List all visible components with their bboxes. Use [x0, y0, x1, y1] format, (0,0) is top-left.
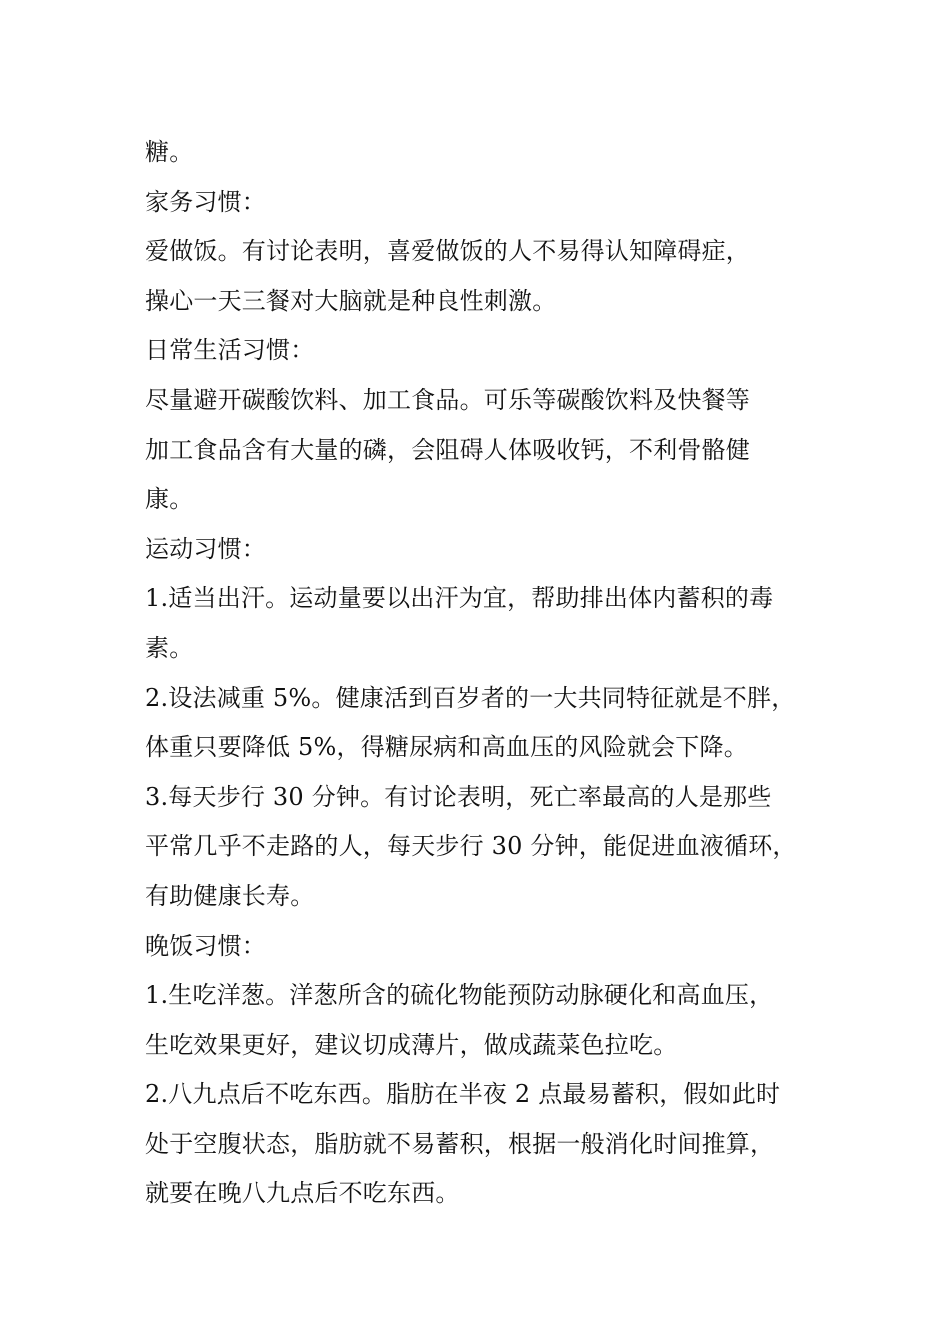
list-item-line: 2.八九点后不吃东西。脂肪在半夜 2 点最易蓄积，假如此时 — [145, 1080, 781, 1109]
text-line: 爱做饭。有讨论表明，喜爱做饭的人不易得认知障碍症， — [145, 237, 750, 266]
list-item-line: 1.适当出汗。运动量要以出汗为宜，帮助排出体内蓄积的毒 — [145, 584, 774, 613]
document-page — [145, 128, 825, 1219]
text-line: 有助健康长寿。 — [145, 881, 315, 910]
text-line: 生吃效果更好，建议切成薄片，做成蔬菜色拉吃。 — [145, 1030, 678, 1059]
list-item-line: 2.设法减重 5%。健康活到百岁者的一大共同特征就是不胖， — [145, 683, 796, 712]
section-heading-exercise: 运动习惯： — [145, 534, 266, 563]
text-line: 加工食品含有大量的磷，会阻碍人体吸收钙，不利骨骼健 — [145, 435, 750, 464]
text-line: 平常几乎不走路的人，每天步行 30 分钟，能促进血液循环， — [145, 832, 797, 861]
section-heading-dinner: 晚饭习惯： — [145, 931, 266, 960]
text-line: 尽量避开碳酸饮料、加工食品。可乐等碳酸饮料及快餐等 — [145, 385, 750, 414]
section-heading-daily-life: 日常生活习惯： — [145, 336, 315, 365]
text-line: 糖。 — [145, 138, 194, 166]
text-line: 素。 — [145, 633, 194, 662]
text-line: 操心一天三餐对大脑就是种良性刺激。 — [145, 286, 557, 315]
text-line: 体重只要降低 5%，得糖尿病和高血压的风险就会下降。 — [145, 733, 748, 762]
section-heading-housework: 家务习惯： — [145, 187, 266, 216]
list-item-line: 3.每天步行 30 分钟。有讨论表明，死亡率最高的人是那些 — [145, 782, 772, 811]
text-line: 就要在晚八九点后不吃东西。 — [145, 1179, 460, 1208]
text-line: 康。 — [145, 485, 194, 514]
list-item-line: 1.生吃洋葱。洋葱所含的硫化物能预防动脉硬化和高血压， — [145, 981, 774, 1010]
text-line: 处于空腹状态，脂肪就不易蓄积，根据一般消化时间推算， — [145, 1129, 775, 1158]
